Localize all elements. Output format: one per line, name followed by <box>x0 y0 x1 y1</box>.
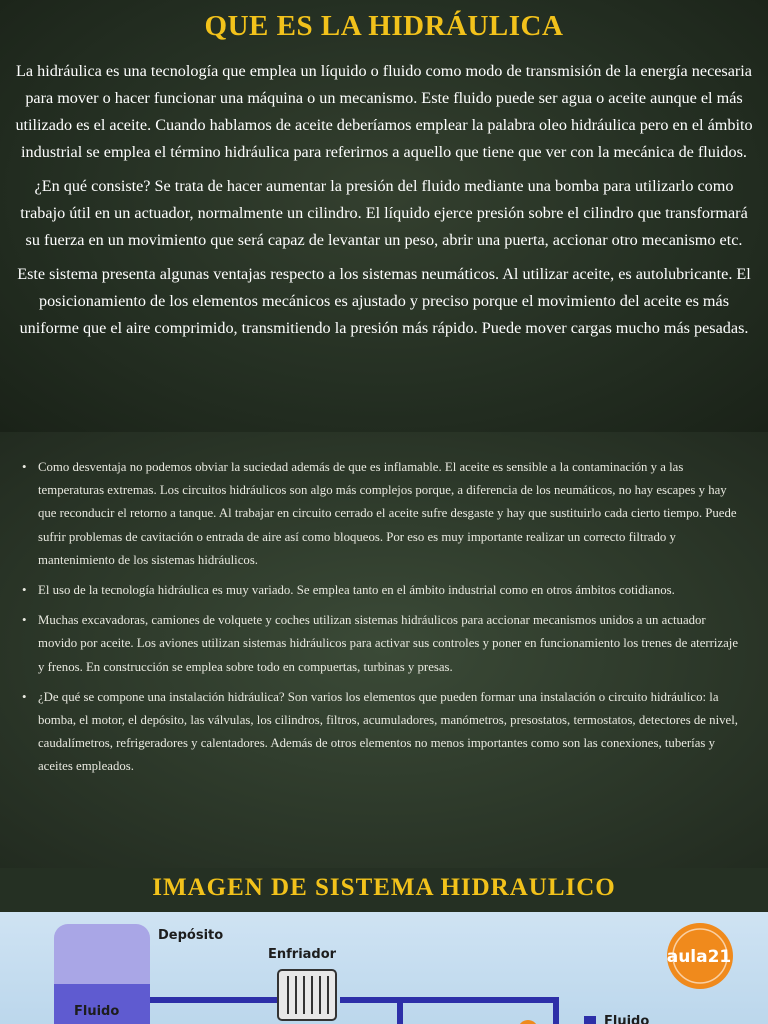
intro-text <box>12 58 756 349</box>
label-fluido-tank: Fluido <box>74 1004 120 1019</box>
bullet-marker: • <box>22 613 27 628</box>
label-fluido-legend: Fluido <box>604 1014 650 1024</box>
bullet-item <box>22 609 746 679</box>
bullet-marker: • <box>22 583 27 598</box>
bullet-item <box>22 686 746 779</box>
component-icon <box>518 1020 538 1024</box>
label-deposito: Depósito <box>158 928 224 943</box>
bullet-text: ¿De qué se compone una instalación hidráulica? Son varios los elementos que pueden formar una instalación o circuito hidráulico: la bomba, el motor, el depósito, las válvulas, los cilindros, filtros, acumuladores, manómetros, presostatos, termostatos, detectores de nivel, caudalímetros, refrigeradores y calentadores. Además de otros elementos no menos importantes como son las conexiones, tuberías y aceites empleados. <box>38 689 738 774</box>
bullet-marker: • <box>22 689 27 704</box>
bullet-marker: • <box>22 460 27 474</box>
hydraulic-diagram <box>0 912 768 1024</box>
intro-paragraph: Este sistema presenta algunas ventajas respecto a los sistemas neumáticos. Al utilizar aceite, es autolubricante. El posicionamiento de los elementos mecánicos es ajustado y preciso porque el movimiento del aceite es más uniforme que el aire comprimido, transmitiendo la presión más rápido. Puede mover cargas mucho más pesadas. <box>17 265 751 337</box>
fluid-legend-swatch <box>584 1016 596 1024</box>
bullet-item <box>22 579 746 602</box>
bullet-text: El uso de la tecnología hidráulica es muy variado. Se emplea tanto en el ámbito industrial como en otros ámbitos cotidianos. <box>38 583 675 598</box>
image-section-title: IMAGEN DE SISTEMA HIDRAULICO <box>152 874 616 901</box>
bullet-text: Como desventaja no podemos obviar la suciedad además de que es inflamable. El aceite es sensible a la contaminación y a las temperaturas extremas. Los circuitos hidráulicos son algo más complejos porque, a diferencia de los neumáticos, no hay escapes y hay que reconducir el retorno a tanque. Al trabajar en circuito cerrado el aceite sufre desgaste y hay que sustituirlo cada cierto tiempo. Puede sufrir problemas de cavitación o entrada de aire así como bloqueos. Por eso es muy importante realizar un correcto filtrado y mantenimiento de los sistemas hidráulicos. <box>38 460 737 567</box>
aula21-logo-text: aula21 <box>666 947 732 967</box>
intro-paragraph: La hidráulica es una tecnología que emplea un líquido o fluido como modo de transmisión de la energía necesaria para mover o hacer funcionar una máquina o un mecanismo. Este fluido puede ser agua o aceite aunque el más utilizado es el aceite. Cuando hablamos de aceite deberíamos emplear la palabra oleo hidráulica pero en el ámbito industrial se emplea el término hidráulica para referirnos a aquello que tiene que ver con la mecánica de fluidos. <box>15 62 753 161</box>
pipe <box>340 1000 556 1024</box>
label-enfriador: Enfriador <box>268 947 337 962</box>
intro-paragraph: ¿En qué consiste? Se trata de hacer aumentar la presión del fluido mediante una bomba para utilizarlo como trabajo útil en un actuador, normalmente un cilindro. El líquido ejerce presión sobre el cilindro que transformará su fuerza en un movimiento que será capaz de levantar un peso, abrir una puerta, accionar otro mecanismo etc. <box>20 177 748 249</box>
bullet-item <box>22 456 746 572</box>
bullet-list <box>22 456 746 786</box>
page-title: QUE ES LA HIDRÁULICA <box>204 10 564 42</box>
bullet-text: Muchas excavadoras, camiones de volquete y coches utilizan sistemas hidráulicos para accionar mecanismos unidos a un actuador movido por aceite. Los aviones utilizan sistemas hidráulicos para activar sus controles y poner en funcionamiento los trenes de aterrizaje y frenos. En construcción se emplea sobre todo en compuertas, turbinas y presas. <box>38 613 739 674</box>
